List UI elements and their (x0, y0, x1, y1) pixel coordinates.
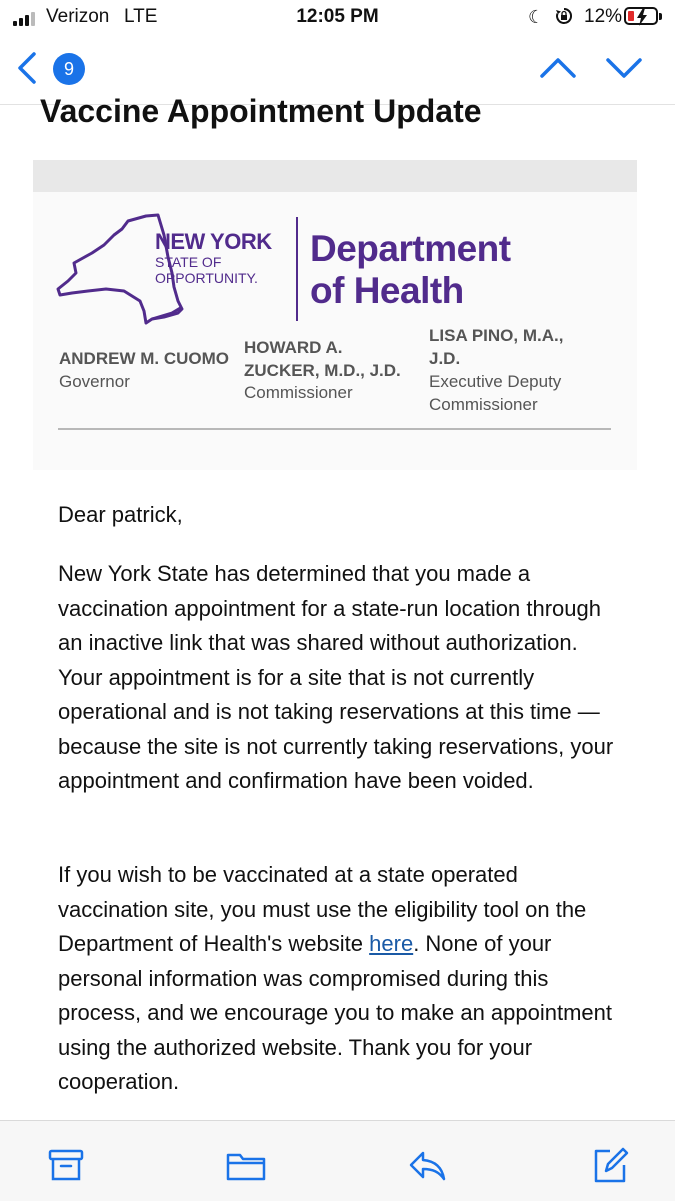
official-name: ANDREW M. CUOMO (59, 349, 229, 368)
official-name: ZUCKER, M.D., J.D. (244, 361, 401, 380)
logo-divider (296, 217, 298, 321)
carrier-name: Verizon (46, 6, 110, 27)
battery-tip (659, 13, 662, 20)
folder-icon[interactable] (226, 1145, 266, 1185)
battery-percent: 12% (584, 6, 623, 27)
network-type: LTE (124, 6, 158, 27)
official-title: Commissioner (429, 395, 538, 414)
chevron-left-icon[interactable] (14, 50, 44, 86)
body-paragraph-2 (58, 858, 624, 1100)
archive-icon[interactable] (46, 1145, 86, 1185)
battery-charging-icon (624, 7, 658, 25)
official-title: Governor (59, 372, 130, 391)
clock: 12:05 PM (296, 6, 379, 27)
doh-logo-line2: of Health (310, 270, 464, 311)
official-title: Commissioner (244, 383, 353, 402)
official-title: Executive Deputy (429, 372, 562, 391)
greeting: Dear patrick, (58, 502, 183, 527)
chevron-down-icon[interactable] (604, 54, 644, 82)
official-name: J.D. (429, 349, 461, 368)
paragraph-2-text-after: . None of your personal information was compromised during this process, and we encourage you to make an appointment using the authorized website. Thank you for your cooperation. (58, 931, 613, 1094)
status-bar (0, 0, 675, 36)
body-paragraph-1: New York State has determined that you made a vaccination appointment for a state-run location through an inactive link that was shared without authorization. Your appointment is for a site that is not currently operational and is not taking reservations at this time — because the site is not currently taking reservations, your appointment and confirmation have been voided. (58, 561, 614, 793)
reply-icon[interactable] (407, 1145, 447, 1185)
moon-icon: ☾ (528, 7, 545, 27)
mail-toolbar (0, 1120, 675, 1201)
email-subject: Vaccine Appointment Update (40, 93, 482, 129)
eligibility-tool-link[interactable]: here (369, 931, 414, 956)
letterhead-rule (58, 428, 611, 430)
paragraph-2-text-before: If you wish to be vaccinated at a state operated vaccination site, you must use the eligibility tool on the Department of Health's website (58, 862, 587, 956)
email-header-band (33, 160, 637, 192)
ny-logo-line3: OPPORTUNITY. (155, 270, 258, 286)
chevron-up-icon[interactable] (538, 54, 578, 82)
compose-icon[interactable] (590, 1145, 630, 1185)
doh-logo-line1: Department (310, 228, 511, 269)
official-name: HOWARD A. (244, 338, 343, 357)
unread-count-badge[interactable]: 9 (53, 53, 85, 85)
official-name: LISA PINO, M.A., (429, 326, 564, 345)
rotation-lock-icon (555, 7, 573, 25)
ny-logo-line1: NEW YORK (155, 229, 272, 254)
ny-logo-line2: STATE OF (155, 254, 222, 270)
